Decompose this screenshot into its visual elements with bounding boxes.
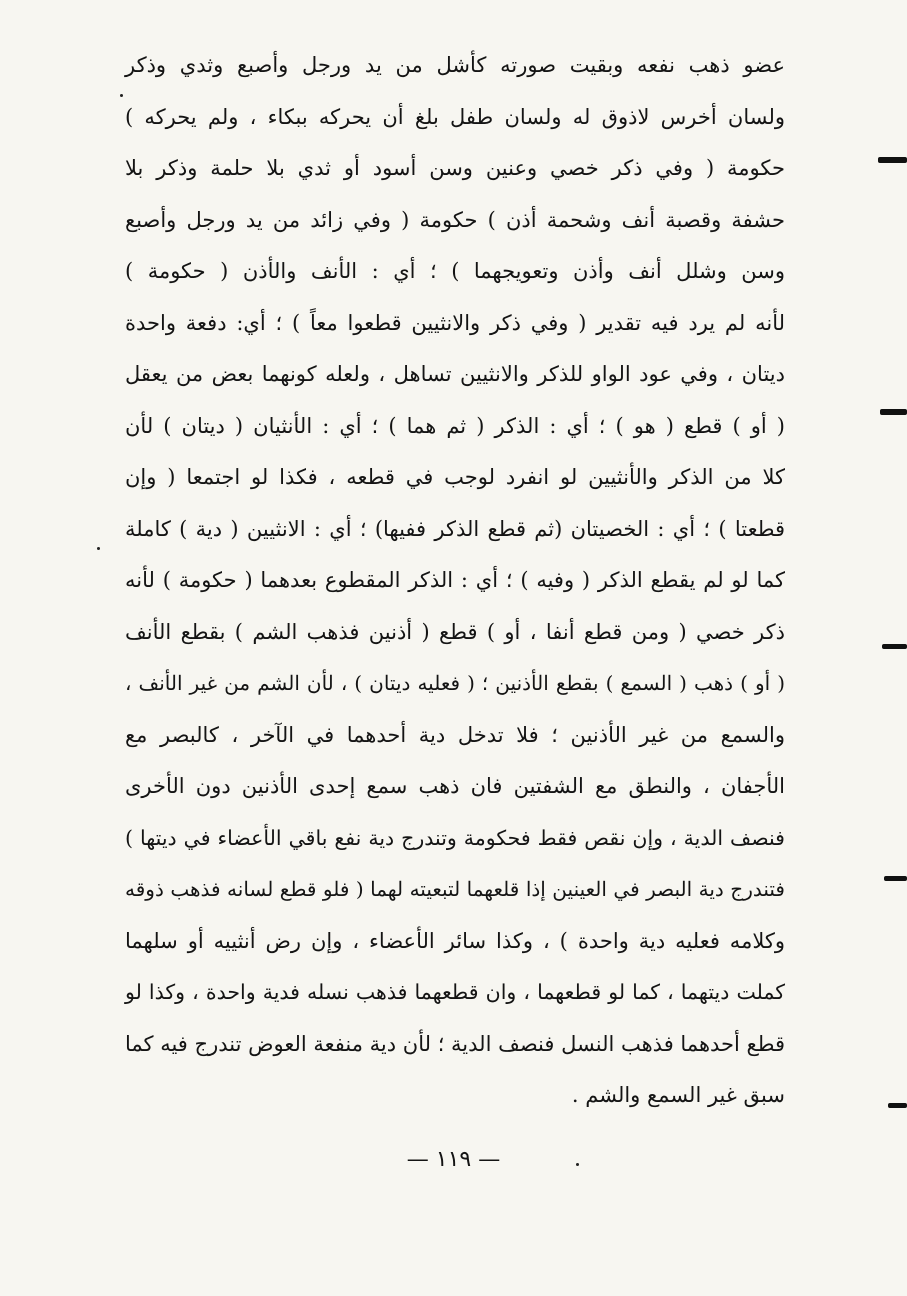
scan-edge-mark: [888, 1103, 907, 1108]
scan-edge-mark: [884, 876, 907, 881]
text-line: والسمع من غير الأذنين ؛ فلا تدخل دية أحدهما في الآخر ، كالبصر مع: [125, 722, 785, 747]
text-line: حكومة ( وفي ذكر خصي وعنين وسن أسود أو ثدي بلا حلمة وذكر بلا: [125, 156, 785, 180]
text-line: لأنه لم يرد فيه تقدير ( وفي ذكر والانثيين قطعوا معاً ) ؛ أي: دفعة واحدة: [125, 310, 785, 335]
text-line: الأجفان ، والنطق مع الشفتين فان ذهب سمع إحدى الأذنين دون الأخرى: [125, 774, 785, 798]
text-line: ( أو ) قطع ( هو ) ؛ أي : الذكر ( ثم هما ) ؛ أي : الأنثيان ( ديتان ) لأن: [125, 413, 785, 438]
text-line: قطعتا ) ؛ أي : الخصيتان (ثم قطع الذكر ففيها) ؛ أي : الانثيين ( دية ) كاملة: [125, 516, 785, 541]
scan-edge-mark: [878, 157, 907, 163]
text-line: كما لو لم يقطع الذكر ( وفيه ) ؛ أي : الذكر المقطوع بعدهما ( حكومة ) لأنه: [125, 568, 785, 592]
text-line: كلا من الذكر والأنثيين لو انفرد لوجب في قطعه ، فكذا لو اجتمعا ( وإن: [125, 465, 785, 489]
text-line: ديتان ، وفي عود الواو للذكر والانثيين تساهل ، ولعله كونهما بعض من يعقل: [125, 362, 785, 386]
body-text: [125, 40, 785, 1122]
text-line: فتندرج دية البصر في العينين إذا قلعهما لتبعيته لهما ( فلو قطع لسانه فذهب ذوقه: [125, 877, 785, 901]
text-line: ( أو ) ذهب ( السمع ) بقطع الأذنين ؛ ( فعليه ديتان ) ، لأن الشم من غير الأنف ،: [125, 671, 785, 695]
text-line: حشفة وقصبة أنف وشحمة أذن ) حكومة ( وفي زائد من يد ورجل وأصبع: [125, 207, 785, 232]
text-line: وكلامه فعليه دية واحدة ) ، وكذا سائر الأعضاء ، وإن رض أنثييه أو سلهما: [125, 928, 785, 953]
text-line: كملت ديتهما ، كما لو قطعهما ، وان قطعهما فذهب نسله فدية واحدة ، وكذا لو: [125, 980, 785, 1004]
scan-edge-mark: [882, 644, 907, 649]
text-line: وسن وشلل أنف وأذن وتعويجهما ) ؛ أي : الأنف والأذن ( حكومة ): [125, 259, 785, 283]
text-line: سبق غير السمع والشم .: [571, 1083, 785, 1107]
scan-edge-mark: [880, 409, 907, 415]
text-line: قطع أحدهما فذهب النسل فنصف الدية ؛ لأن دية منفعة العوض تندرج فيه كما: [125, 1031, 785, 1056]
scan-speck: [576, 1163, 579, 1166]
page-number: — ١١٩ —: [406, 1147, 501, 1172]
text-line: ولسان أخرس لاذوق له ولسان طفل بلغ أن يحركه ببكاء ، ولم يحركه ): [125, 104, 785, 129]
text-line: عضو ذهب نفعه وبقيت صورته كأشل من يد ورجل وأصبع وثدي وذكر: [125, 53, 785, 77]
scan-speck: [97, 547, 100, 550]
text-line: ذكر خصي ( ومن قطع أنفا ، أو ) قطع ( أذنين فذهب الشم ) بقطع الأنف: [125, 619, 785, 644]
scan-speck: [120, 94, 123, 97]
text-line: فنصف الدية ، وإن نقص فقط فحكومة وتندرج دية نفع باقي الأعضاء في ديتها ): [125, 825, 785, 850]
